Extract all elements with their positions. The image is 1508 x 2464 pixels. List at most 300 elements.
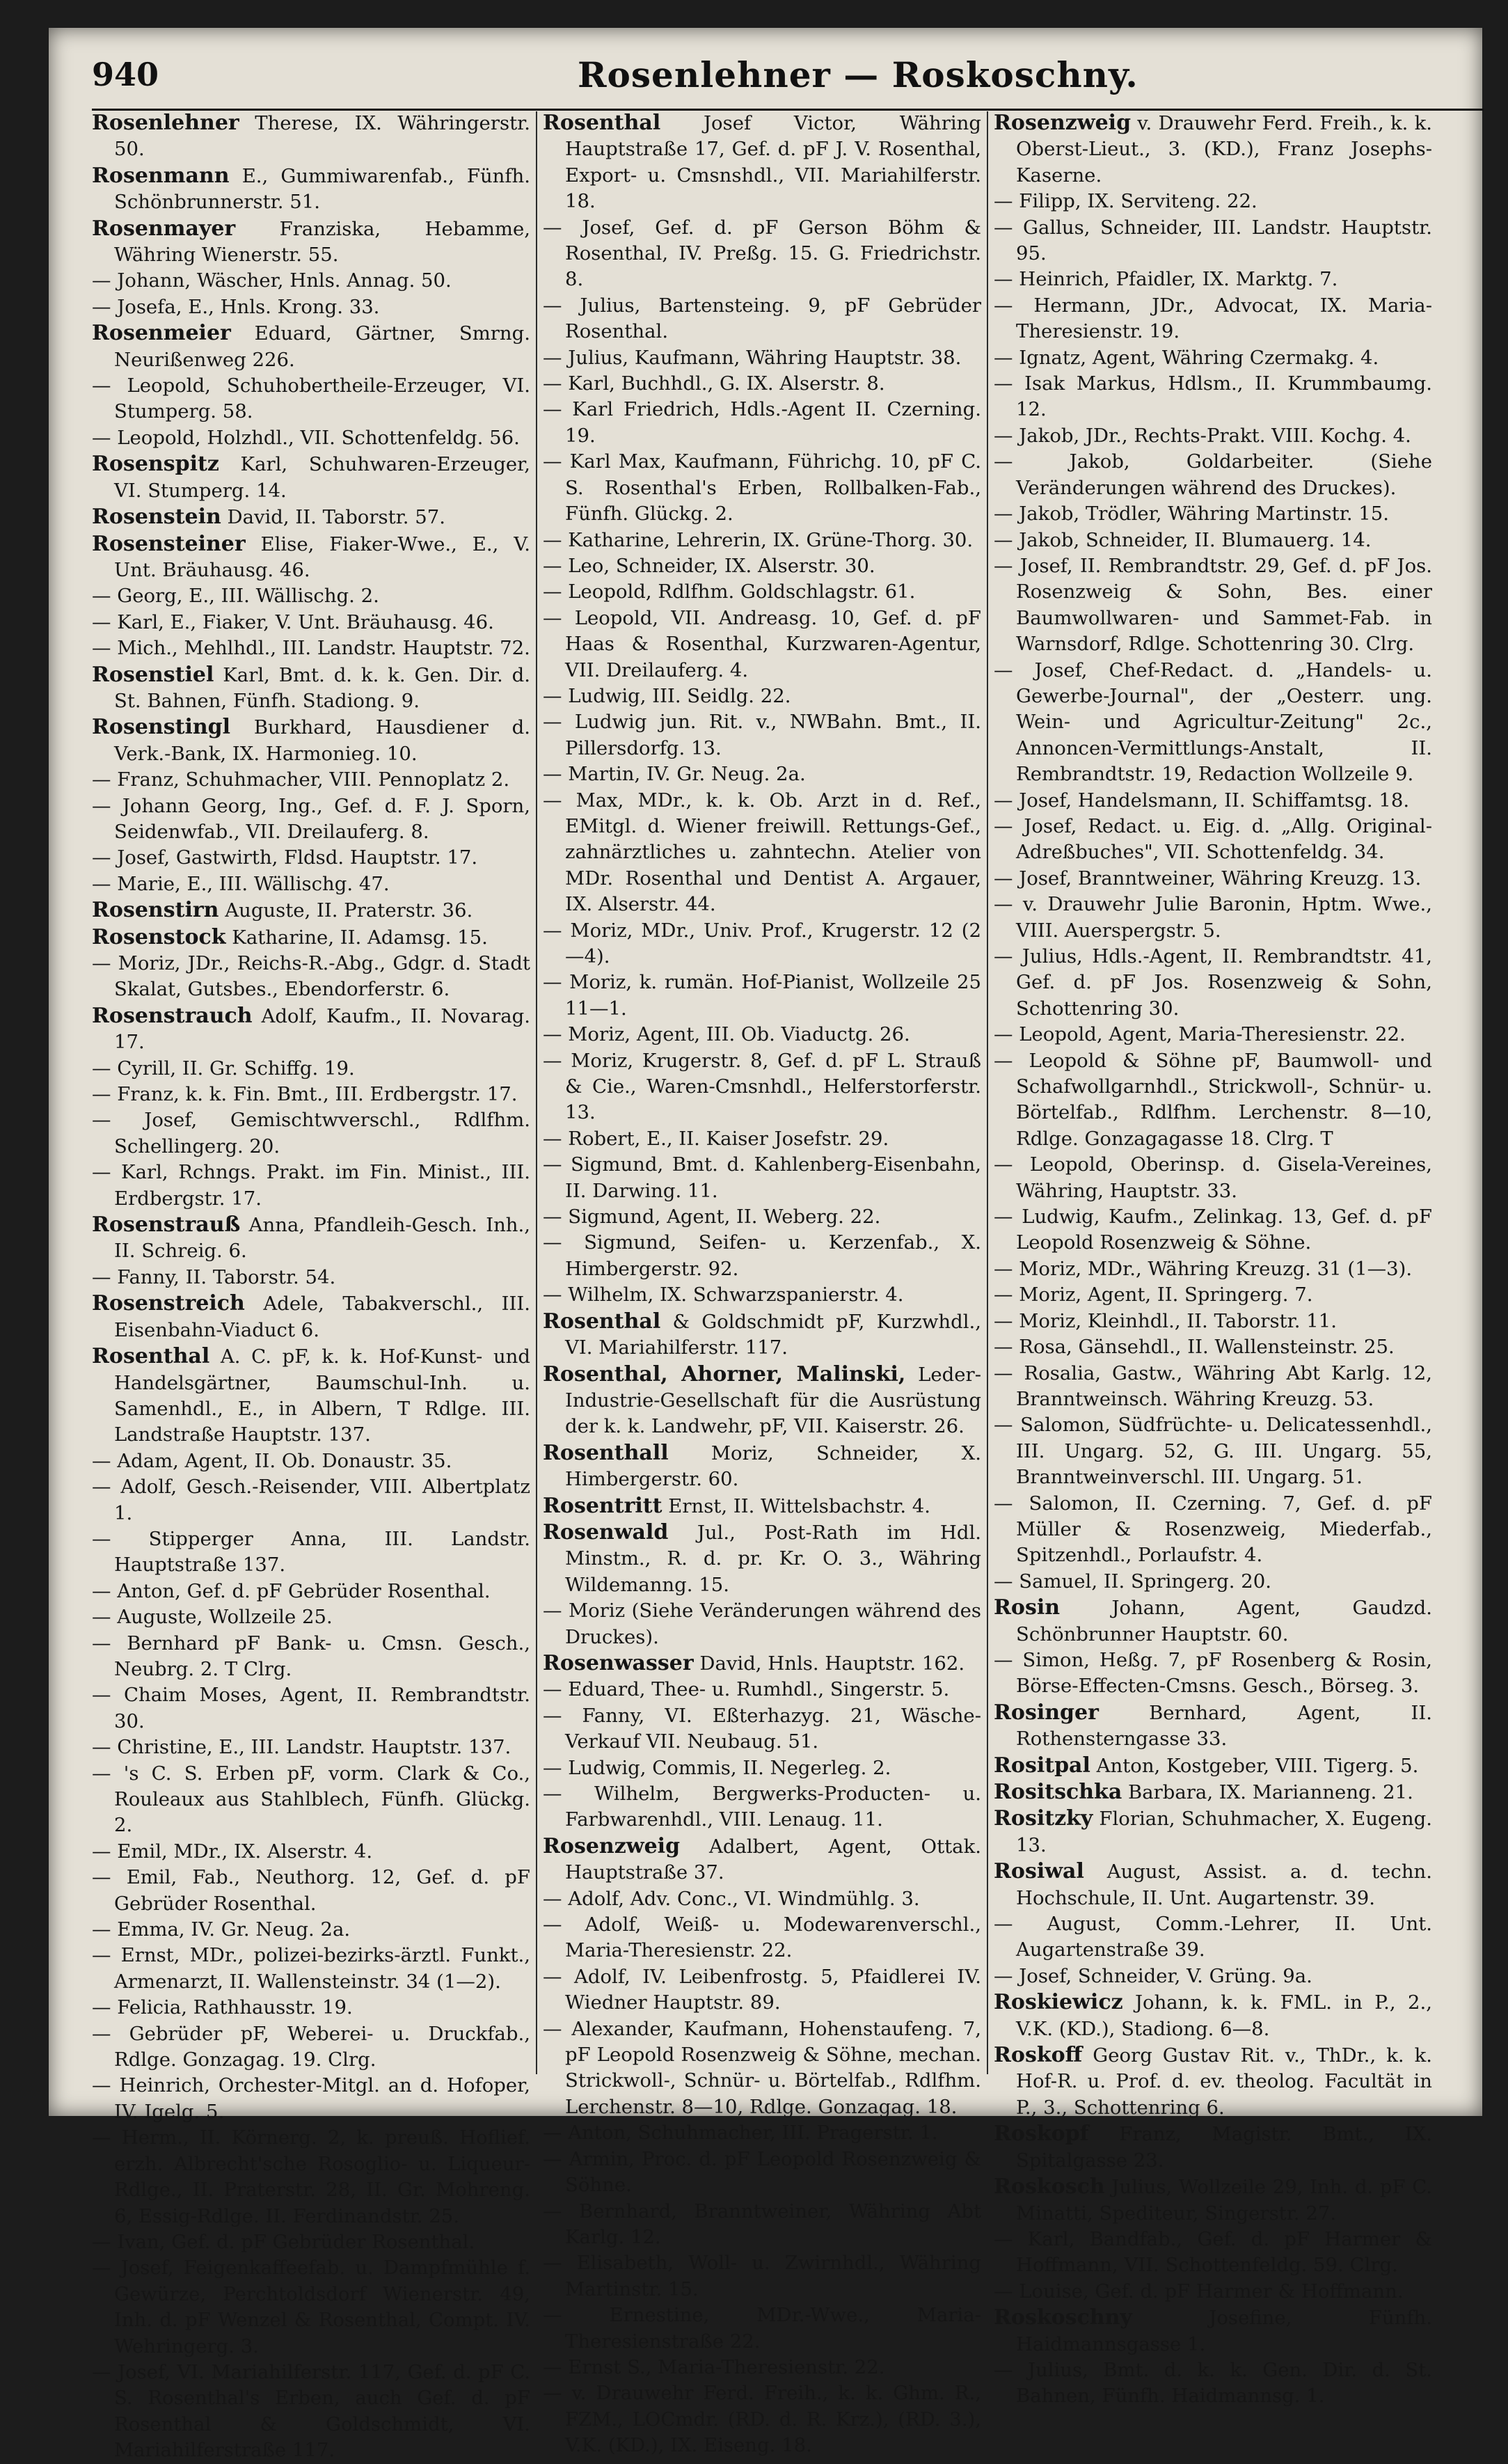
entry-surname: Rosenmayer (92, 216, 236, 241)
directory-entry (543, 1833, 981, 1886)
entry-text: — Chaim Moses, Agent, II. Rembrandtstr. 30. (92, 1684, 530, 1732)
directory-entry (92, 1917, 530, 1943)
directory-entry (994, 1700, 1432, 1753)
directory-entry (994, 1152, 1432, 1204)
entry-text: — Josef, VI. Mariahilferstr. 117, Gef. d. pF C. S. Rosenthal's Erben, auch Gef. d. pF Rosenthal & Goldschmidt, VI. Mariahilferstraße 117. (92, 2360, 530, 2462)
entry-text: — Gebrüder pF, Weberei- u. Druckfab., Rdlge. Gonzagag. 19. Clrg. (92, 2022, 530, 2071)
directory-entry (92, 2360, 530, 2464)
entry-text: — Christine, E., III. Landstr. Hauptstr. 137. (92, 1736, 511, 1759)
directory-entry (543, 684, 981, 709)
entry-surname: Rosenwasser (543, 1650, 694, 1675)
directory-entry (994, 658, 1432, 788)
entry-text: — Leopold, Holzhdl., VII. Schottenfeldg. 56. (92, 426, 520, 449)
directory-entry (994, 788, 1432, 814)
directory-entry (92, 1265, 530, 1290)
entry-text: — Martin, IV. Gr. Neug. 2a. (543, 763, 806, 786)
entry-text: — Josef, Gemischtwverschl., Rdlfhm. Schellingerg. 20. (92, 1109, 530, 1158)
directory-entry (994, 423, 1432, 449)
entry-text: — Filipp, IX. Serviteng. 22. (994, 190, 1257, 213)
entry-text: Florian, Schuhmacher, X. Eugeng. 13. (1016, 1808, 1432, 1856)
entry-surname: Rosenthal (543, 1309, 661, 1334)
entry-surname: Rosenstock (92, 924, 226, 949)
entry-text: & Goldschmidt pF, Kurzwhdl., VI. Mariahilferstr. 117. (565, 1310, 981, 1359)
column-3 (994, 110, 1433, 2408)
directory-entry (543, 761, 981, 787)
directory-entry (543, 1361, 981, 1440)
entry-surname: Rosenzweig (994, 111, 1132, 135)
entry-text: — 's C. S. Erben pF, vorm. Clark & Co., Rouleaux aus Stahlblech, Fünfh. Glückg. 2. (92, 1762, 530, 1837)
entry-text: — Ernst, MDr., polizei-bezirks-ärztl. Funkt., Armenarzt, II. Wallensteinstr. 34 (1—2). (92, 1944, 530, 1993)
directory-entry (92, 714, 530, 767)
entry-text: — Josef, Feigenkaffeefab. u. Dampfmühle f. Gewürze, Perchtoldsdorf Wienerstr. 49, Inh. d. pF Wenzel & Rosenthal, Compt. IV. Wehringerg. 3. (92, 2257, 530, 2358)
entry-text: — Karl, Buchhdl., G. IX. Alserstr. 8. (543, 372, 885, 395)
column-1 (92, 110, 531, 2462)
entry-text: — Bernhard pF Bank- u. Cmsn. Gesch., Neubrg. 2. T Clrg. (92, 1632, 530, 1680)
directory-entry (994, 2227, 1432, 2279)
directory-entry (92, 1995, 530, 2021)
entry-text: August, Assist. a. d. techn. Hochschule, II. Unt. Augartenstr. 39. (1016, 1861, 1432, 1909)
directory-entry (92, 767, 530, 793)
entry-text: — Franz, k. k. Fin. Bmt., III. Erdbergstr. 17. (92, 1083, 518, 1106)
entry-text: Moriz, Schneider, X. Himbergerstr. 60. (565, 1442, 981, 1491)
entry-text: — Ludwig jun. Rit. v., NWBahn. Bmt., II. Pillersdorfg. 13. (543, 711, 981, 759)
directory-entry (92, 1003, 530, 1056)
entry-text: Franziska, Hebamme, Währing Wienerstr. 55. (114, 217, 530, 267)
entry-text: Therese, IX. Währingerstr. 50. (114, 112, 530, 161)
entry-text: E., Gummiwarenfab., Fünfh. Schönbrunnerstr. 51. (114, 164, 530, 214)
entry-text: — Salomon, II. Czerning. 7, Gef. d. pF Müller & Rosenzweig, Miederfab., Spitzenhdl., Porlaufstr. 4. (994, 1492, 1432, 1567)
directory-entry (92, 1839, 530, 1865)
directory-entry (543, 1755, 981, 1781)
directory-entry (92, 2125, 530, 2229)
column-divider-2 (987, 111, 988, 2074)
entry-text: Auguste, II. Praterstr. 36. (225, 899, 473, 922)
entry-text: — Katharine, Lehrerin, IX. Grüne-Thorg. 30. (543, 528, 974, 551)
entry-text: Georg Gustav Rit. v., ThDr., k. k. Hof-R. u. Prof. d. ev. theolog. Facultät in P., 3., Schottenring 6. (1016, 2044, 1432, 2119)
entry-surname: Rosenmeier (92, 321, 231, 346)
directory-entry (994, 892, 1432, 944)
directory-entry (92, 425, 530, 451)
entry-text: Bernhard, Agent, II. Rothensterngasse 33. (1016, 1701, 1432, 1751)
entry-text: Julius, Wollzeile 29, Inh. d. pF C. Minatti, Spediteur, Singerstr. 27. (1016, 2176, 1433, 2225)
directory-entry (994, 553, 1432, 658)
directory-entry (92, 1943, 530, 1995)
directory-entry (92, 2255, 530, 2360)
directory-entry (92, 268, 530, 294)
entry-text: David, II. Taborstr. 57. (227, 506, 446, 529)
entry-text: — Herm., II. Körnerg. 2, k. preuß. Hoflief. erzh. Albrecht'sche Rosoglio- u. Liqueur-Rdlge., II. Praterstr. 28, II. Gr. Mohreng. 6, Essig-Rdlge. II. Ferdinandstr. 25. (92, 2126, 530, 2227)
directory-entry (994, 944, 1432, 1022)
entry-text: — Franz, Schuhmacher, VIII. Pennoplatz 2. (92, 768, 510, 791)
entry-text: Elise, Fiaker-Wwe., E., V. Unt. Bräuhausg. 46. (114, 532, 530, 581)
entry-text: — Emil, MDr., IX. Alserstr. 4. (92, 1840, 373, 1863)
directory-entry (994, 1595, 1432, 1648)
entry-text: — Josefa, E., Hnls. Krong. 33. (92, 295, 380, 318)
entry-surname: Rosenthal, Ahorner, Malinski, (543, 1361, 906, 1387)
directory-entry (92, 216, 530, 269)
entry-text: — Stipperger Anna, III. Landstr. Hauptstraße 137. (92, 1527, 530, 1577)
entry-surname: Roskiewicz (994, 1990, 1123, 2015)
entry-text: — v. Drauwehr Julie Baronin, Hptm. Wwe., VIII. Auerspergstr. 5. (994, 893, 1432, 942)
directory-entry (994, 293, 1432, 345)
directory-entry (994, 1256, 1432, 1282)
entry-surname: Rosenstingl (92, 715, 231, 740)
entry-text: — Moriz (Siehe Veränderungen während des Druckes). (543, 1600, 981, 1648)
entry-surname: Rosenstrauch (92, 1003, 253, 1028)
entry-surname: Rosensteiner (92, 531, 246, 556)
directory-entry (92, 451, 530, 504)
directory-entry (994, 2121, 1432, 2174)
directory-entry (994, 2305, 1432, 2358)
entry-surname: Rositschka (994, 1780, 1122, 1804)
entry-text: — Isak Markus, Hdlsm., II. Krummbaumg. 12. (994, 372, 1432, 421)
directory-entry (543, 2355, 981, 2380)
directory-entry (994, 345, 1432, 371)
directory-entry (92, 845, 530, 871)
entry-text: — Samuel, II. Springerg. 20. (994, 1570, 1271, 1593)
entry-text: — Moriz, Agent, III. Ob. Viaductg. 26. (543, 1023, 910, 1046)
directory-entry (543, 1204, 981, 1230)
entry-surname: Rositpal (994, 1753, 1090, 1778)
directory-entry (994, 215, 1432, 267)
entry-text: — Louise, Gef. d. pF Harmer & Hoffmann. (994, 2280, 1404, 2303)
directory-entry (92, 951, 530, 1003)
entry-text: — Moriz, Krugerstr. 8, Gef. d. pF L. Strauß & Cie., Waren-Cmsnhdl., Helferstorferstr. 13. (543, 1049, 981, 1124)
entry-surname: Roskoschny (994, 2305, 1132, 2330)
entry-text: — Ernst S., Maria-Theresienstr. 22. (543, 2355, 885, 2378)
entry-text: — Rosalia, Gastw., Währing Abt Karlg. 12, Branntweinsch. Währing Kreuzg. 53. (994, 1361, 1432, 1410)
entry-text: — Adolf, Weiß- u. Modewarenverschl., Maria-Theresienstr. 22. (543, 1913, 981, 1962)
directory-entry (92, 610, 530, 635)
directory-entry (994, 1334, 1432, 1360)
entry-text: — Adolf, IV. Leibenfrostg. 5, Pfaidlerei IV. Wiedner Hauptstr. 89. (543, 1965, 981, 2014)
directory-entry (92, 1474, 530, 1526)
entry-surname: Rosiwal (994, 1859, 1084, 1884)
directory-entry (92, 1212, 530, 1265)
directory-entry (92, 924, 530, 951)
directory-entry (92, 1107, 530, 1160)
entry-text: — Elisabeth, Woll- u. Zwirnhdl., Währing Martinstr. 15. (543, 2252, 981, 2300)
directory-entry (92, 1526, 530, 1579)
directory-entry (92, 793, 530, 846)
entry-text: A. C. pF, k. k. Hof-Kunst- und Handelsgärtner, Baumschul-Inh. u. Samenhdl., E., in Albern, T Rdlge. III. Landstraße Hauptstr. 137. (114, 1345, 530, 1446)
entry-text: — Josef, Redact. u. Eig. d. „Allg. Original-Adreßbuches", VII. Schottenfeldg. 34. (994, 814, 1432, 864)
entry-text: — Felicia, Rathhausstr. 19. (92, 1996, 353, 2019)
entry-surname: Rosenstreich (92, 1291, 245, 1316)
entry-surname: Rosenmann (92, 163, 230, 188)
entry-text: — Ignatz, Agent, Währing Czermakg. 4. (994, 346, 1379, 369)
directory-page (49, 28, 1482, 2462)
entry-text: Burkhard, Hausdiener d. Verk.-Bank, IX. Harmonieg. 10. (114, 716, 530, 765)
entry-text: — Julius, Bartensteing. 9, pF Gebrüder Rosenthal. (543, 294, 981, 343)
directory-entry (92, 2021, 530, 2074)
directory-entry (92, 583, 530, 609)
directory-entry (543, 1598, 981, 1650)
entry-text: — Leopold, Oberinsp. d. Gisela-Vereines, Währing, Hauptstr. 33. (994, 1153, 1432, 1202)
directory-entry (543, 1309, 981, 1361)
directory-entry (543, 970, 981, 1022)
entry-surname: Rosenthal (543, 111, 661, 135)
entry-surname: Rosenstiel (92, 662, 214, 687)
directory-entry (543, 2250, 981, 2303)
entry-text: — Josef, Gastwirth, Fldsd. Hauptstr. 17. (92, 846, 478, 869)
directory-entry (994, 1491, 1432, 1569)
entry-text: — Josef, II. Rembrandtstr. 29, Gef. d. pF Jos. Rosenzweig & Sohn, Bes. einer Baumwollwaren- und Sammet-Fab. in Warnsdorf, Rdlge. Schottenring 30. Clrg. (994, 554, 1432, 656)
entry-text: — Wilhelm, Bergwerks-Producten- u. Farbwarenhdl., VIII. Lenaug. 11. (543, 1783, 981, 1831)
column-divider-1 (536, 111, 537, 2074)
directory-entry (543, 397, 981, 449)
directory-entry (92, 1761, 530, 1839)
entry-text: — Sigmund, Agent, II. Weberg. 22. (543, 1206, 881, 1229)
entry-surname: Roskosch (994, 2174, 1105, 2200)
entry-text: — August, Comm.-Lehrer, II. Unt. Augartenstraße 39. (994, 1913, 1432, 1961)
entry-text: — Leopold, Agent, Maria-Theresienstr. 22. (994, 1023, 1406, 1046)
entry-text: — Moriz, Agent, II. Springerg. 7. (994, 1284, 1313, 1306)
entry-text: Katharine, II. Adamsg. 15. (232, 926, 488, 949)
directory-entry (543, 528, 981, 553)
entry-text: — Adam, Agent, II. Ob. Donaustr. 35. (92, 1449, 452, 1472)
directory-entry (543, 1282, 981, 1308)
entry-surname: Rosenstein (92, 505, 221, 530)
directory-entry (543, 2120, 981, 2146)
entry-surname: Rosenthall (543, 1440, 669, 1465)
entry-text: — Wilhelm, IX. Schwarzspanierstr. 4. (543, 1284, 904, 1306)
directory-entry (994, 1779, 1432, 1806)
directory-entry (994, 1361, 1432, 1413)
entry-text: — Ludwig, III. Seidlg. 22. (543, 684, 791, 707)
entry-text: — Adolf, Adv. Conc., VI. Windmühlg. 3. (543, 1887, 920, 1910)
entry-text: — Bernhard, Branntweiner, Währing Abt Karlg. 12. (543, 2200, 981, 2248)
directory-entry (92, 504, 530, 530)
entry-text: — Marie, E., III. Wällischg. 47. (92, 872, 390, 895)
directory-entry (543, 449, 981, 527)
entry-text: — Heinrich, Orchester-Mitgl. an d. Hofoper, IV. Igelg. 5. (92, 2074, 530, 2123)
entry-text: — Leopold, Schuhobertheile-Erzeuger, VI. Stumperg. 58. (92, 374, 530, 423)
entry-surname: Rositzky (994, 1806, 1093, 1831)
entry-text: — Moriz, k. rumän. Hof-Pianist, Wollzeile 25 11—1. (543, 971, 981, 1020)
entry-text: Josef Victor, Währing Hauptstraße 17, Gef. d. pF J. V. Rosenthal, Export- u. Cmsnshdl., VII. Mariahilferstr. 18. (565, 112, 981, 213)
entry-text: Adele, Tabakverschl., III. Eisenbahn-Viaduct 6. (114, 1293, 530, 1341)
entry-text: — Adolf, Gesch.-Reisender, VIII. Albertplatz 1. (92, 1476, 530, 1524)
directory-entry (92, 1682, 530, 1735)
entry-surname: Rosenzweig (543, 1833, 681, 1858)
directory-entry (994, 528, 1432, 553)
directory-entry (994, 267, 1432, 292)
directory-entry (994, 2358, 1432, 2410)
directory-entry (543, 1677, 981, 1703)
entry-text: — Moriz, MDr., Währing Kreuzg. 31 (1—3). (994, 1257, 1413, 1280)
entry-text: — Georg, E., III. Wällischg. 2. (92, 585, 379, 608)
entry-text: — Sigmund, Seifen- u. Kerzenfab., X. Himbergerstr. 92. (543, 1231, 981, 1280)
directory-entry (994, 1022, 1432, 1048)
entry-text: — Leopold & Söhne pF, Baumwoll- und Schafwollgarnhdl., Strickwoll-, Schnür- u. Börtelfab., Rdlfhm. Lerchenstr. 8—10, Rdlge. Gonzagagasse 18. Clrg. T (994, 1049, 1432, 1150)
directory-entry (543, 1650, 981, 1677)
entry-text: — Ivan, Gef. d. pF Gebrüder Rosenthal. (92, 2230, 475, 2253)
entry-text: — Julius, Hdls.-Agent, II. Rembrandtstr. 41, Gef. d. pF Jos. Rosenzweig & Sohn, Schottenring 30. (994, 945, 1432, 1020)
entry-text: — Eduard, Thee- u. Rumhdl., Singerstr. 5. (543, 1678, 950, 1701)
directory-entry (92, 373, 530, 425)
entry-text: — Karl Max, Kaufmann, Führichg. 10, pF C. S. Rosenthal's Erben, Rollbalken-Fab., Fünfh. Glückg. 2. (543, 450, 981, 526)
directory-entry (994, 1753, 1432, 1779)
entry-text: — Ernestine, MDr.-Wwe., Maria-Theresienstraße 22. (543, 2304, 981, 2353)
directory-entry (543, 579, 981, 605)
directory-entry (92, 1631, 530, 1683)
entry-text: Karl, Bmt. d. k. k. Gen. Dir. d. St. Bahnen, Fünfh. Stadiong. 9. (114, 663, 531, 712)
directory-entry (994, 814, 1432, 866)
entry-text: — Fanny, II. Taborstr. 54. (92, 1265, 336, 1288)
directory-entry (543, 709, 981, 761)
directory-entry (994, 1911, 1432, 1964)
directory-entry (543, 1964, 981, 2016)
entry-text: — Moriz, MDr., Univ. Prof., Krugerstr. 12 (2—4). (543, 919, 981, 968)
directory-entry (92, 897, 530, 924)
directory-entry (543, 293, 981, 345)
entry-text: Franz, Magistr. Bmt., IX. Spitalgasse 23. (1016, 2123, 1432, 2172)
entry-surname: Rosenstrauß (92, 1213, 241, 1238)
entry-text: Josefine, Fünfh. Haidmannsgasse 1. (1016, 2307, 1432, 2355)
entry-text: Karl, Schuhwaren-Erzeuger, VI. Stumperg. 14. (114, 453, 530, 502)
directory-entry (543, 1493, 981, 1519)
entry-text: — Rosa, Gänsehdl., II. Wallensteinstr. 25. (994, 1336, 1395, 1359)
entry-text: — Auguste, Wollzeile 25. (92, 1606, 333, 1629)
directory-entry (543, 1519, 981, 1598)
directory-entry (543, 2016, 981, 2121)
directory-entry (543, 110, 981, 215)
directory-entry (994, 2174, 1432, 2227)
entry-text: — Julius, Kaufmann, Währing Hauptstr. 38. (543, 346, 962, 369)
entry-text: — Alexander, Kaufmann, Hohenstaufeng. 7, pF Leopold Rosenzweig & Söhne, mechan. Strickwoll-, Schnür- u. Börtelfab., Rdlfhm. Lerchenstr. 8—10, Rdlge. Gonzagag. 18. (543, 2017, 981, 2118)
directory-entry (543, 215, 981, 293)
entry-text: — Johann, Wäscher, Hnls. Annag. 50. (92, 269, 452, 292)
entry-text: Anna, Pfandleih-Gesch. Inh., II. Schreig. 6. (114, 1214, 530, 1263)
directory-entry (994, 1858, 1432, 1911)
directory-entry (994, 1964, 1432, 1989)
directory-entry (543, 918, 981, 970)
directory-entry (92, 531, 530, 584)
entry-text: — Simon, Heßg. 7, pF Rosenberg & Rosin, Börse-Effecten-Cmsns. Gesch., Börseg. 3. (994, 1648, 1432, 1698)
entry-text: — Anton, Gef. d. pF Gebrüder Rosenthal. (92, 1579, 491, 1602)
entry-text: — Moriz, JDr., Reichs-R.-Abg., Gdgr. d. Stadt Skalat, Gutsbes., Ebendorferstr. 6. (92, 952, 530, 1001)
entry-text: Adolf, Kaufm., II. Novarag. 17. (114, 1004, 530, 1054)
directory-entry (543, 2303, 981, 2355)
directory-entry (92, 1082, 530, 1107)
entry-text: — Ludwig, Kaufm., Zelinkag. 13, Gef. d. pF Leopold Rosenzweig & Söhne. (994, 1206, 1432, 1254)
directory-entry (543, 553, 981, 579)
entry-text: Jul., Post-Rath im Hdl. Minstm., R. d. pr. Kr. O. 3., Währing Wildemanng. 15. (565, 1521, 981, 1596)
entry-text: — v. Drauwehr Ferd. Freih., k. k. Ghm. R., FZM., LOCmdr. (RD. d. R. Krz.), (RD. 3.), V.K. (KD.), IX. Eiseng. 18. (543, 2382, 981, 2457)
entry-text: — Max, MDr., k. k. Ob. Arzt in d. Ref., EMitgl. d. Wiener freiwill. Rettungs-Gef., zahnärztliches u. zahntechn. Atelier von MDr. Rosenthal und Dentist A. Argauer, IX. Alserstr. 44. (543, 789, 981, 916)
entry-text: — Fanny, VI. Eßterhazyg. 21, Wäsche-Verkauf VII. Neubaug. 51. (543, 1704, 981, 1753)
entry-text: — Johann Georg, Ing., Gef. d. F. J. Sporn, Seidenwfab., VII. Dreilauferg. 8. (92, 794, 530, 843)
entry-text: — Sigmund, Bmt. d. Kahlenberg-Eisenbahn, II. Darwing. 11. (543, 1153, 981, 1202)
entry-text: — Jakob, JDr., Rechts-Prakt. VIII. Kochg. 4. (994, 424, 1411, 447)
directory-entry (92, 163, 530, 216)
directory-entry (92, 1448, 530, 1474)
entry-text: Adalbert, Agent, Ottak. Hauptstraße 37. (565, 1835, 981, 1884)
entry-text: David, Hnls. Hauptstr. 162. (699, 1652, 965, 1675)
directory-entry (92, 662, 530, 715)
directory-entry (994, 189, 1432, 214)
entry-text: — Robert, E., II. Kaiser Josefstr. 29. (543, 1127, 889, 1150)
entry-text: — Karl, E., Fiaker, V. Unt. Bräuhausg. 46. (92, 610, 494, 633)
entry-text: — Mich., Mehlhdl., III. Landstr. Hauptstr. 72. (92, 637, 530, 660)
directory-entry (92, 2229, 530, 2255)
entry-text: — Salomon, Südfrüchte- u. Delicatessenhdl., III. Ungarg. 52, G. III. Ungarg. 55, Branntweinverschl. III. Ungarg. 51. (994, 1414, 1432, 1489)
entry-text: — Moriz, Kleinhdl., II. Taborstr. 11. (994, 1309, 1337, 1332)
directory-entry (994, 449, 1432, 501)
entry-surname: Rosenwald (543, 1519, 669, 1545)
directory-entry (543, 2380, 981, 2458)
entry-text: Leder-Industrie-Gesellschaft für die Ausrüstung der k. k. Landwehr, pF, VII. Kaiserstr. 26. (565, 1363, 981, 1438)
directory-entry (92, 1604, 530, 1630)
directory-entry (994, 2042, 1432, 2121)
entry-text: — Jakob, Goldarbeiter. (Siehe Veränderungen während des Druckes). (994, 450, 1432, 499)
directory-entry (92, 635, 530, 661)
directory-entry (543, 1912, 981, 1964)
entry-text: — Leopold, Rdlfhm. Goldschlagstr. 61. (543, 581, 916, 603)
entry-text: — Hermann, JDr., Advocat, IX. Maria-Theresienstr. 19. (994, 294, 1432, 343)
entry-text: — Emil, Fab., Neuthorg. 12, Gef. d. pF Gebrüder Rosenthal. (92, 1866, 530, 1915)
directory-entry (92, 2073, 530, 2125)
entry-text: Johann, k. k. FML. in P., 2., V.K. (KD.), Stadiong. 6—8. (1016, 1991, 1432, 2040)
directory-entry (92, 1056, 530, 1082)
directory-entry (994, 1569, 1432, 1595)
directory-entry (543, 1126, 981, 1152)
entry-surname: Rosentritt (543, 1493, 662, 1518)
directory-entry (92, 1160, 530, 1212)
entry-text: — Jakob, Schneider, II. Blumauerg. 14. (994, 528, 1372, 551)
entry-text: — Josef, Gef. d. pF Gerson Böhm & Rosenthal, IV. Preßg. 15. G. Friedrichstr. 8. (543, 216, 981, 291)
entry-text: — Karl, Rchngs. Prakt. im Fin. Minist., III. Erdbergstr. 17. (92, 1161, 530, 1210)
directory-entry (543, 2199, 981, 2251)
directory-entry (92, 294, 530, 320)
directory-entry (994, 1309, 1432, 1334)
column-2 (543, 110, 981, 2457)
directory-entry (543, 1022, 981, 1048)
entry-text: — Josef, Branntweiner, Währing Kreuzg. 13. (994, 867, 1422, 890)
entry-text: — Gallus, Schneider, III. Landstr. Hauptstr. 95. (994, 216, 1432, 265)
directory-entry (994, 2279, 1432, 2305)
directory-entry (994, 866, 1432, 892)
entry-text: — Anton, Schuhmacher, III. Pragerstr. 1. (543, 2122, 938, 2145)
entry-text: — Ludwig, Commis, II. Negerleg. 2. (543, 1756, 891, 1779)
page-number: 940 (92, 56, 159, 93)
directory-entry (994, 371, 1432, 423)
directory-entry (994, 110, 1432, 189)
entry-text: — Leo, Schneider, IX. Alserstr. 30. (543, 554, 875, 577)
entry-text: — Josef, Schneider, V. Grüng. 9a. (994, 1964, 1312, 1987)
entry-text: Anton, Kostgeber, VIII. Tigerg. 5. (1096, 1754, 1419, 1777)
directory-entry (543, 345, 981, 371)
directory-entry (543, 1440, 981, 1493)
entry-text: Barbara, IX. Marianneng. 21. (1128, 1781, 1413, 1803)
entry-surname: Rosin (994, 1595, 1061, 1620)
directory-entry (994, 1412, 1432, 1490)
directory-entry (543, 371, 981, 397)
directory-entry (92, 320, 530, 373)
directory-entry (92, 110, 530, 163)
entry-text: — Karl, Bandfab., Gef. d. pF Harmer & Hoffmann, VII. Schottenfeldg. 59. Clrg. (994, 2227, 1432, 2277)
entry-surname: Roskopf (994, 2122, 1089, 2147)
entry-surname: Rosenlehner (92, 111, 239, 135)
entry-text: — Julius, Bmt. d. k. k. Gen. Dir. d. St. Bahnen, Fünfh. Haidmannsg. 1. (994, 2358, 1432, 2408)
entry-text: — Karl Friedrich, Hdls.-Agent II. Czerning. 19. (543, 398, 981, 447)
entry-text: — Josef, Chef-Redact. d. „Handels- u. Gewerbe-Journal", der „Oesterr. ung. Wein- und Agricultur-Zeitung" 2c., Annoncen-Vermittlungs-Anstalt, II. Rembrandtstr. 19, Redaction Wollzeile 9. (994, 658, 1432, 786)
entry-text: — Armin, Proc. d. pF Leopold Rosenzweig & Söhne. (543, 2147, 981, 2197)
directory-entry (92, 1735, 530, 1760)
running-head: Rosenlehner — Roskoschny. (578, 54, 1138, 95)
directory-entry (994, 1648, 1432, 1700)
